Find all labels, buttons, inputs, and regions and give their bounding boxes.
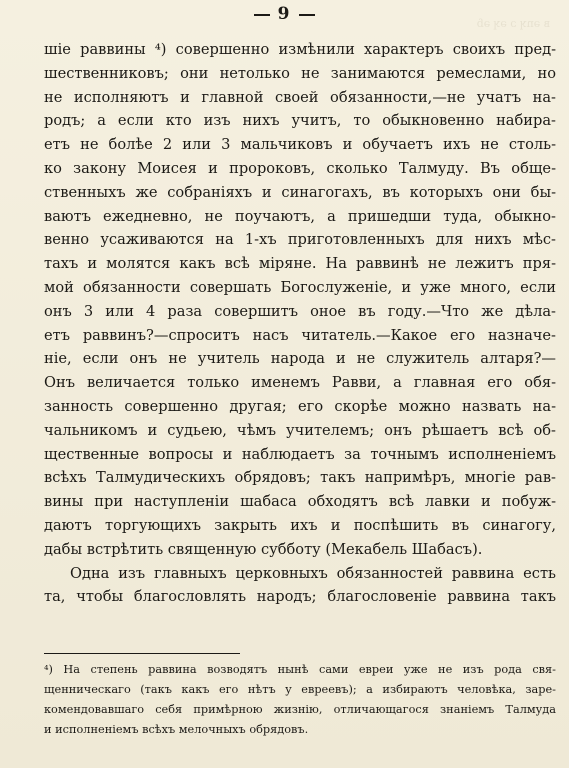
footnote-line: комендовавшаго себя примѣрною жизнію, отличающагося знаніемъ Талмуда bbox=[44, 703, 556, 716]
page-number bbox=[0, 4, 569, 24]
footnote-line: щенническаго (такъ какъ его нѣтъ у евреевъ); а избираютъ человѣка, заре- bbox=[44, 683, 556, 696]
text-line: щественные вопросы и наблюдаетъ за точнымъ исполненіемъ bbox=[44, 445, 556, 463]
text-line: не исполняютъ и главной своей обязанности,—не учатъ на- bbox=[44, 88, 556, 106]
footnote bbox=[44, 660, 556, 740]
page-number-value: 9 bbox=[277, 4, 292, 24]
text-line: ніе, если онъ не учитель народа и не служитель алтаря?— bbox=[44, 350, 556, 368]
text-line: Онъ величается только именемъ Равви, а главная его обя- bbox=[44, 374, 556, 392]
footnote-line: ⁴) На степень раввина возводятъ нынѣ сами евреи уже не изъ рода свя- bbox=[44, 663, 556, 676]
text-line: шественниковъ; они нетолько не занимаются ремеслами, но bbox=[44, 64, 556, 82]
text-line: ко закону Моисея и пророковъ, сколько Талмуду. Въ обще- bbox=[44, 159, 556, 177]
footnote-divider bbox=[44, 653, 240, 654]
text-line: вины при наступленіи шабаса обходятъ всѣ лавки и побуж- bbox=[44, 493, 556, 511]
page-number-left-dash bbox=[254, 14, 270, 16]
text-line: мой обязанности совершать Богослуженіе, и уже много, если bbox=[44, 278, 556, 296]
text-line: занность совершенно другая; его скорѣе можно назвать на- bbox=[44, 397, 556, 415]
text-line: та, чтобы благословлять народъ; благословеніе раввина такъ bbox=[44, 588, 556, 606]
main-text bbox=[44, 38, 556, 609]
text-line: дабы встрѣтить священную субботу (Мекабель Шабасъ). bbox=[44, 540, 483, 558]
text-line: Одна изъ главныхъ церковныхъ обязанностей раввина есть bbox=[70, 564, 556, 582]
text-line: ваютъ ежедневно, не поучаютъ, а пришедши туда, обыкно- bbox=[44, 207, 556, 225]
text-line: етъ не болѣе 2 или 3 мальчиковъ и обучаетъ ихъ не столь- bbox=[44, 136, 556, 154]
text-line: шіе раввины ⁴) совершенно измѣнили характеръ своихъ пред- bbox=[44, 41, 556, 58]
page-number-right-dash bbox=[299, 14, 315, 16]
text-line: етъ раввинъ?—спроситъ насъ читатель.—Какое его назначе- bbox=[44, 326, 556, 344]
text-line: тахъ и молятся какъ всѣ міряне. На раввинѣ не лежитъ пря- bbox=[44, 255, 556, 273]
text-line: всѣхъ Талмудическихъ обрядовъ; такъ напримѣръ, многіе рав- bbox=[44, 469, 556, 487]
text-line: ственныхъ же собраніяхъ и синагогахъ, въ которыхъ они бы- bbox=[44, 183, 556, 201]
text-line: даютъ торгующихъ закрыть ихъ и поспѣшить въ синагогу, bbox=[44, 516, 556, 534]
text-line: чальникомъ и судьею, чѣмъ учителемъ; онъ рѣшаетъ всѣ об- bbox=[44, 421, 556, 439]
text-line: онъ 3 или 4 раза совершитъ оное въ году.—Что же дѣла- bbox=[44, 302, 556, 320]
text-line: родъ; а если кто изъ нихъ учитъ, то обыкновенно набира- bbox=[44, 112, 556, 130]
show-through-text: ʙ ǝnʞ ɔ ǝʞ ǝɓ bbox=[476, 17, 550, 30]
footnote-line: и исполненіемъ всѣхъ мелочныхъ обрядовъ. bbox=[44, 723, 309, 736]
text-line: венно усаживаются на 1-хъ приготовленныхъ для нихъ мѣс- bbox=[44, 231, 556, 249]
